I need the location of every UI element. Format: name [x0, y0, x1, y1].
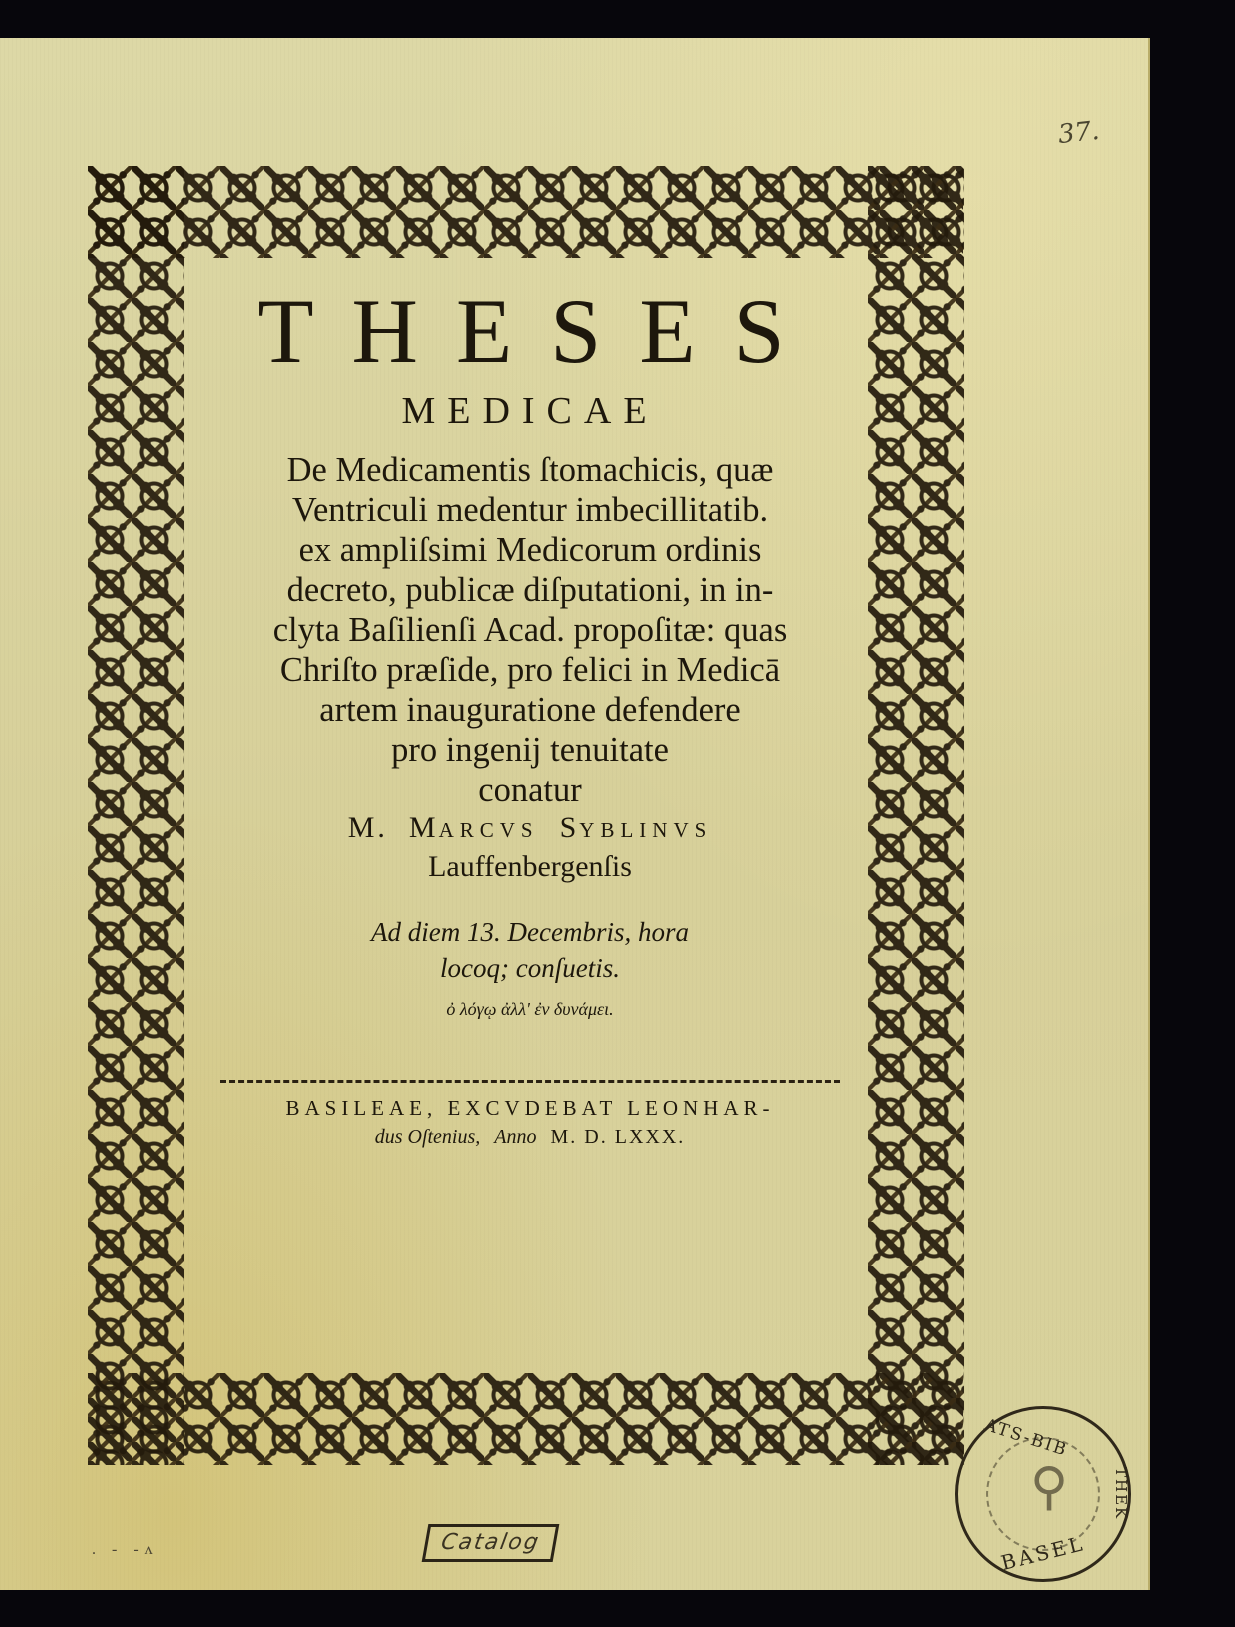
author-prefix: M. [347, 811, 388, 844]
imprint-line-2 [200, 1123, 860, 1151]
printer-name: dus Oſtenius, [374, 1126, 481, 1148]
title-page-text [200, 268, 860, 1151]
dissertation-description [200, 450, 860, 810]
date-line-2: locoq; conſuetis. [440, 953, 620, 983]
author-last-rest: YBLINVS [579, 818, 713, 842]
library-stamp [955, 1406, 1131, 1582]
subtitle: MEDICAE [401, 390, 659, 432]
imprint-line-1: BASILEAE, EXCVDEBAT LEONHAR- [285, 1096, 775, 1120]
folio-number: 37. [1056, 115, 1101, 151]
catalog-stamp: Catalog [422, 1524, 560, 1562]
greek-motto: ὀ λόγῳ ἀλλ' ἐν δυνάμει. [446, 999, 614, 1019]
body-line: Ventriculi medentur imbecillitatib. [291, 491, 769, 529]
body-line: De Medicamentis ſtomachicis, quæ [286, 451, 774, 489]
body-line: pro ingenij tenuitate [391, 731, 669, 769]
author-name [200, 810, 860, 848]
marginal-mark: . - -ᴧ [92, 1541, 159, 1558]
author-first-rest: ARCVS [438, 818, 539, 842]
author-last-initial: S [559, 811, 580, 844]
body-line: conatur [478, 771, 582, 809]
body-line: clyta Baſilienſi Acad. propoſitæ: quas [272, 611, 788, 649]
main-title: THESES [257, 280, 823, 382]
manuscript-page [0, 38, 1150, 1590]
publication-year: M. D. LXXX. [550, 1126, 686, 1148]
ornamental-border-left [88, 166, 184, 1465]
ornamental-border-right [868, 166, 964, 1465]
body-line: decreto, publicæ diſputationi, in in- [286, 571, 774, 609]
basel-crozier-icon: ⚲ [1030, 1457, 1069, 1517]
author-origin: Lauffenbergenſis [428, 850, 632, 883]
date-line-1: Ad diem 13. Decembris, hora [371, 917, 689, 947]
stamp-top-text: ATS-BIB [981, 1415, 1071, 1461]
body-line: artem inauguratione defendere [319, 691, 741, 729]
stamp-right-text: THEK [1112, 1467, 1130, 1521]
body-line: ex ampliſsimi Medicorum ordinis [298, 531, 762, 569]
anno-label: Anno [494, 1126, 537, 1148]
body-line: Chriſto præſide, pro felici in Medicā [279, 651, 781, 689]
stamp-bottom-text: BASEL [998, 1530, 1088, 1576]
imprint-divider [220, 1080, 840, 1083]
ornamental-border-top [88, 166, 963, 258]
author-first-initial: M [408, 811, 439, 844]
ornamental-border-bottom [88, 1373, 963, 1465]
